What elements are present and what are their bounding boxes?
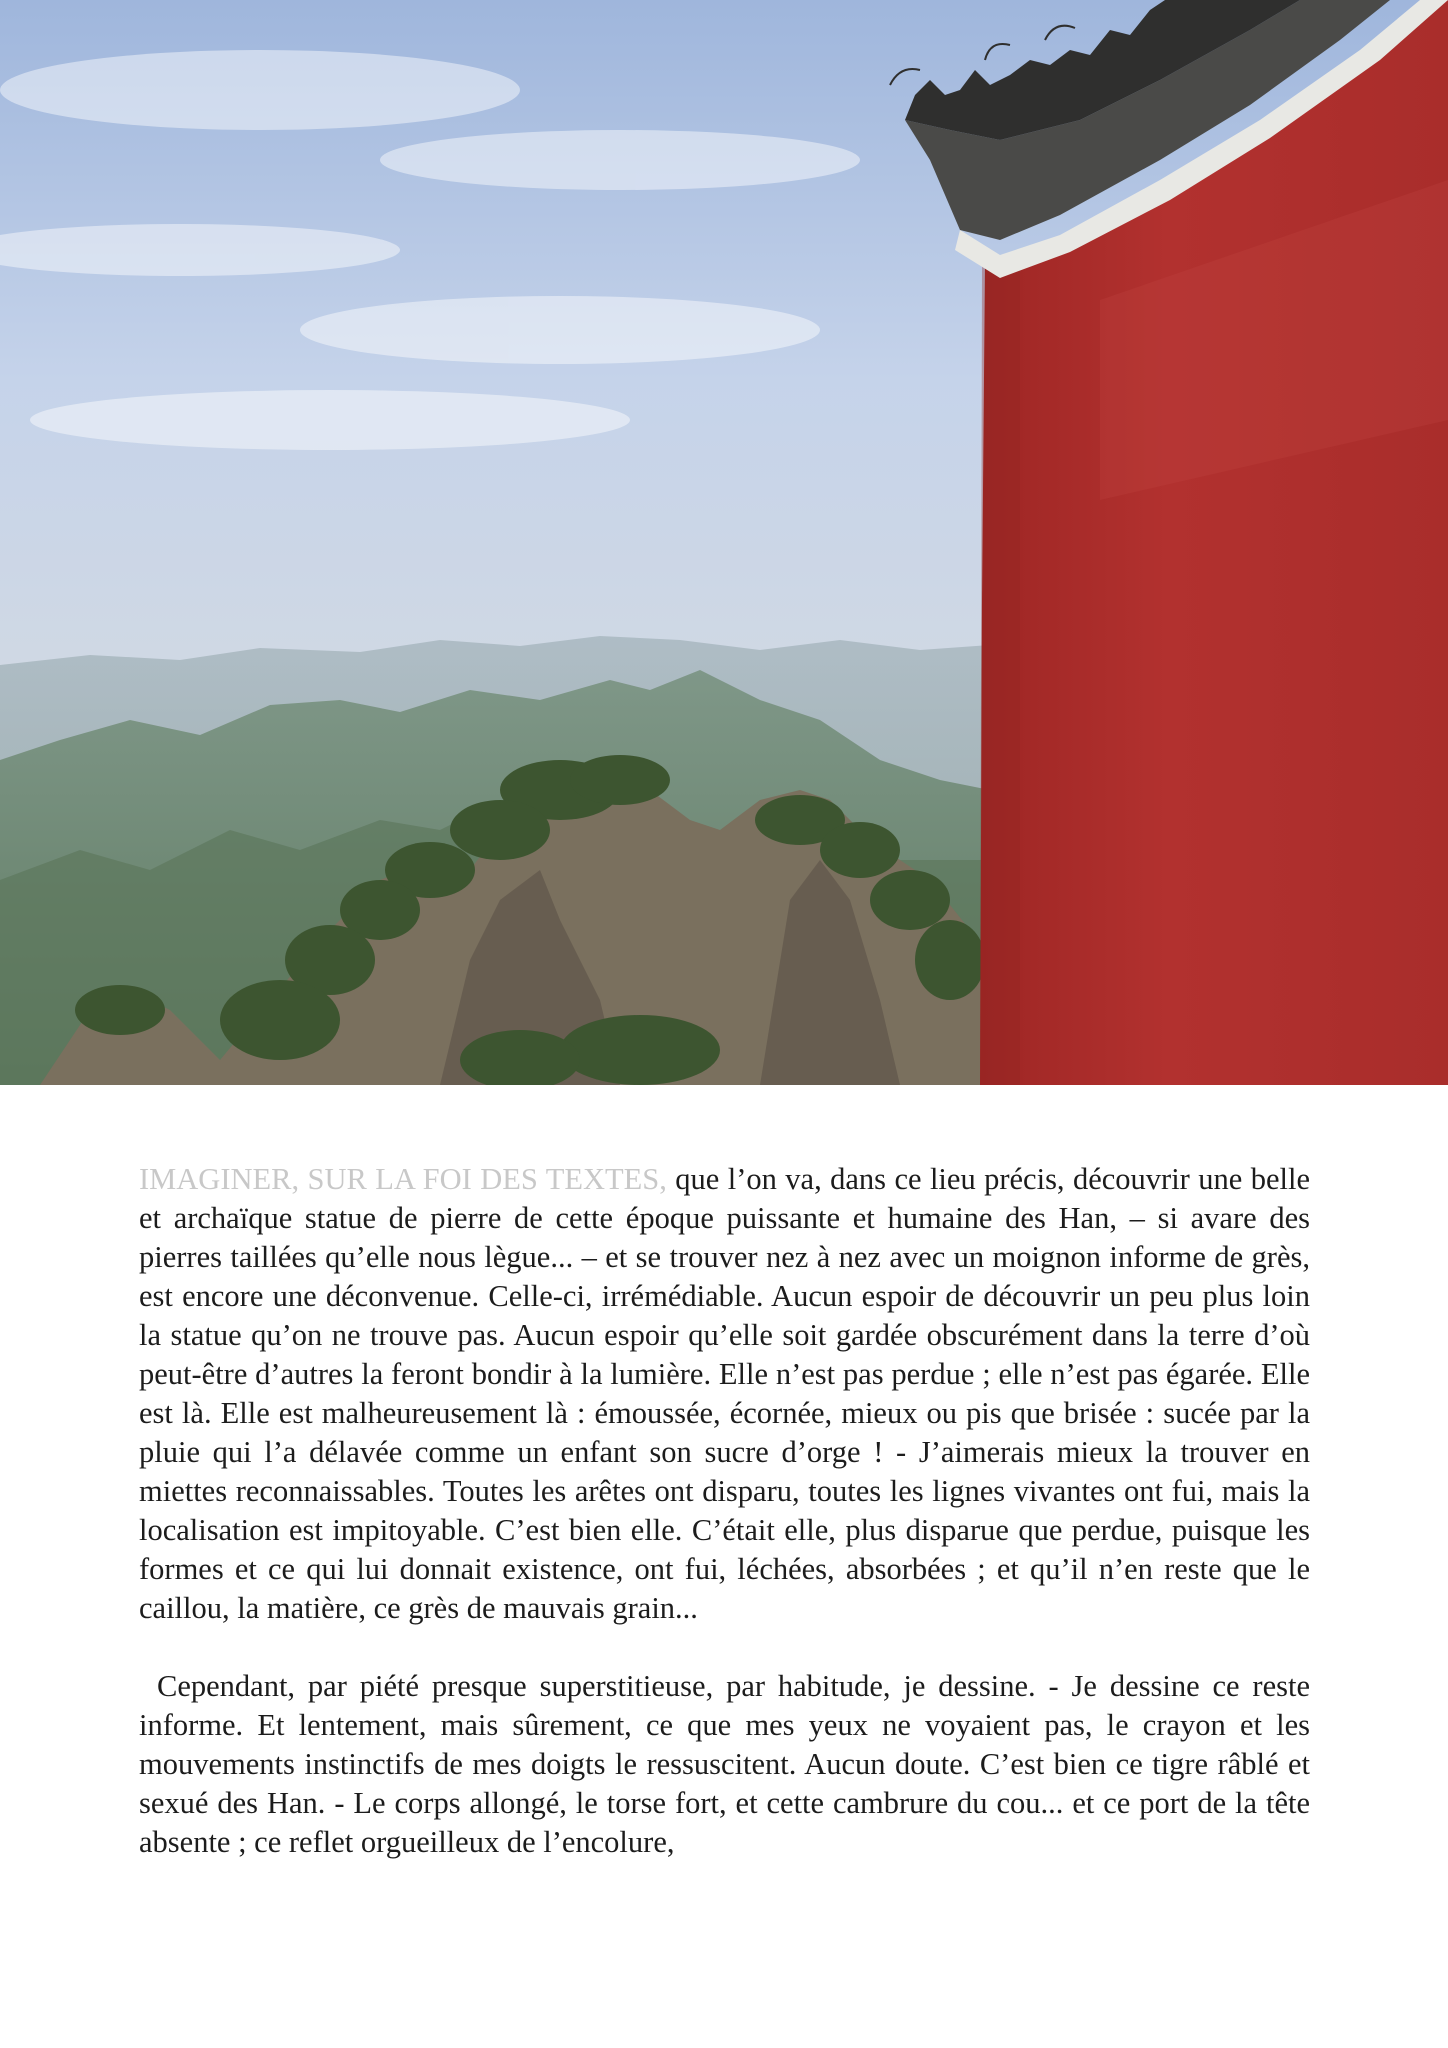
paragraph-1-lead: IMAGINER, SUR LA FOI DES TEXTES, xyxy=(139,1162,667,1196)
paragraph-1-body: que l’on va, dans ce lieu précis, découvrir une belle et archaïque statue de pierre de cette époque puissante et humaine des Han, – si avare des pierres taillées qu’elle nous lègue... – et se trouver nez à nez avec un moignon informe de grès, est encore une déconvenue. Celle-ci, irrémédiable. Aucun espoir de découvrir un peu plus loin la statue qu’on ne trouve pas. Aucun espoir qu’elle soit gardée obscurément dans la terre d’où peut-être d’autres la feront bondir à la lumière. Elle n’est pas perdue ; elle n’est pas égarée. Elle est là. Elle est malheureusement là : émoussée, écornée, mieux ou pis que brisée : sucée par la pluie qui l’a délavée comme un enfant son sucre d’orge ! - J’aimerais mieux la trouver en miettes reconnaissables. Toutes les arêtes ont disparu, toutes les lignes vivantes ont fui, mais la localisation est impitoyable. C’est bien elle. C’était elle, plus disparue que perdue, puisque les formes et ce qui lui donnait existence, ont fui, léchées, absorbées ; et qu’il n’en reste que le caillou, la matière, ce grès de mauvais grain... xyxy=(139,1162,1310,1625)
paragraph-2-body: Cependant, par piété presque superstitieuse, par habitude, je dessine. - Je dessine ce reste informe. Et lentement, mais sûrement, ce que mes yeux ne voyaient pas, le crayon et les mouvements instinctifs de mes doigts le ressuscitent. Aucun doute. C’est bien ce tigre râblé et sexué des Han. - Le corps allongé, le torse fort, et cette cambrure du cou... et ce port de la tête absente ; ce reflet orgueilleux de l’encolure, xyxy=(139,1669,1310,1859)
wall-shadow xyxy=(980,258,1020,1085)
article-text xyxy=(139,1160,1310,1862)
paragraph-2 xyxy=(139,1667,1310,1862)
paragraph-1 xyxy=(139,1160,1310,1628)
